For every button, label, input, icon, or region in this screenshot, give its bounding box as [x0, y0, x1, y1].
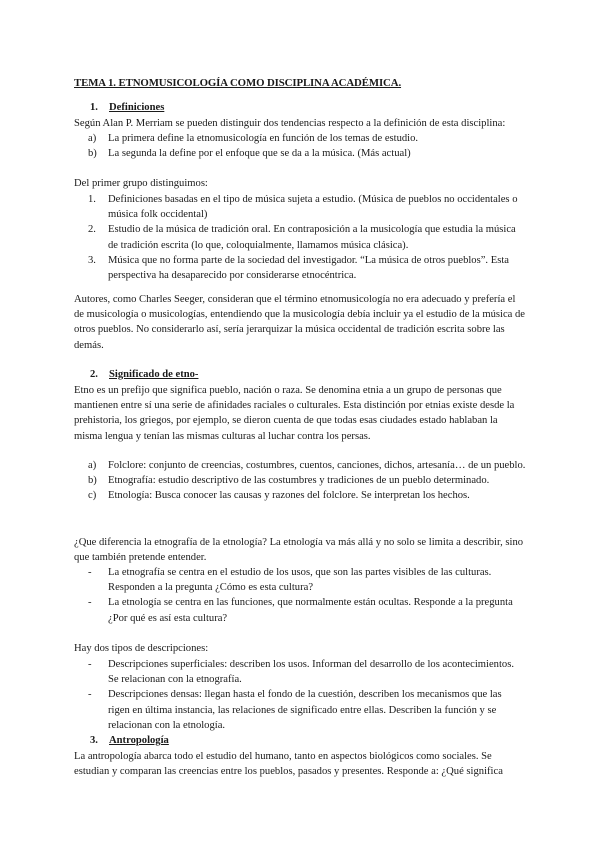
list-marker: -	[88, 659, 92, 670]
section-1-heading	[90, 100, 164, 115]
list-item	[74, 595, 526, 625]
list-item-text: Etnografía: estudio descriptivo de las costumbres y tradiciones de un pueblo determinado.	[108, 475, 490, 487]
list-marker: -	[88, 689, 92, 701]
list-item	[74, 488, 526, 503]
list-marker: -	[88, 567, 92, 578]
list-item-text: Etnología: Busca conocer las causas y razones del folclore. Se interpretan los hechos.	[108, 490, 470, 502]
list-marker: c)	[88, 490, 97, 502]
list-item	[74, 458, 526, 473]
list-item-text: Descripciones superficiales: describen los usos. Informan del desarrollo de los acontecimientos. Se relacionan con la etnografía.	[108, 659, 514, 686]
section-1-closing: Autores, como Charles Seeger, consideran que el término etnomusicología no era adecuado y prefería el de musicología o musicologías, entendiendo que la musicología debía incluir ya el estudio de la música de otros pueblos. No considerarlo así, sería jerarquizar la música occidental de tradición escrita sobre las demás.	[74, 294, 525, 351]
description-types-intro: Hay dos tipos de descripciones:	[74, 643, 209, 654]
section-3-heading	[90, 733, 169, 748]
list-item-text: La primera define la etnomusicología en función de los temas de estudio.	[108, 133, 419, 144]
ethnography-question: ¿Que diferencia la etnografía de la etnología? La etnología va más allá y no solo se limita a describir, sino que también pretende entender.	[74, 537, 524, 564]
section-2-list	[74, 458, 526, 504]
list-item	[74, 473, 526, 488]
difference-list	[74, 565, 526, 626]
list-marker: -	[88, 597, 92, 609]
list-item-text: La etnografía se centra en el estudio de los usos, que son las partes visibles de las culturas. Responden a la pregunta ¿Cómo es esta cultura?	[108, 567, 492, 594]
list-item-text: Descripciones densas: llegan hasta el fondo de la cuestión, describen los mecanismos que las rigen en última instancia, las relaciones de significado entre ellas. Describen la función y se relacionan con la etnología.	[108, 689, 502, 731]
list-item	[74, 222, 526, 252]
section-1-list	[74, 131, 526, 161]
list-item-text: La etnología se centra en las funciones, que normalmente están ocultas. Responde a la pregunta ¿Por qué es así esta cultura?	[108, 597, 513, 624]
section-1-intro: Según Alan P. Merriam se pueden distinguir dos tendencias respecto a la definición de esta disciplina:	[74, 118, 506, 129]
list-marker: b)	[88, 148, 97, 160]
list-item-text: Definiciones basadas en el tipo de música sujeta a estudio. (Música de pueblos no occidentales o música folk occidental)	[108, 194, 518, 221]
list-item	[74, 131, 526, 146]
list-item	[74, 146, 526, 161]
list-item-text: Estudio de la música de tradición oral. En contraposición a la musicología que estudia la música de tradición escrita (lo que, coloquialmente, llamamos música clásica).	[108, 224, 516, 251]
list-marker: 3.	[88, 254, 96, 266]
list-marker: b)	[88, 475, 97, 487]
list-marker: a)	[88, 133, 97, 144]
section-2-number: 2.	[90, 369, 98, 380]
list-item	[74, 657, 526, 687]
list-item-text: La segunda la define por el enfoque que se da a la música. (Más actual)	[108, 148, 411, 160]
section-1-number: 1.	[90, 102, 98, 113]
section-3-number: 3.	[90, 735, 98, 746]
list-item	[74, 253, 526, 283]
list-marker: a)	[88, 460, 97, 471]
list-item	[74, 687, 526, 733]
list-item	[74, 192, 526, 222]
section-2-title: Significado de etno-	[109, 369, 199, 380]
section-2-heading	[90, 367, 198, 382]
list-item-text: Música que no forma parte de la sociedad del investigador. “La música de otros pueblos”. Esta perspectiva ha desaparecido por considerarse etnocéntrica.	[108, 254, 509, 282]
section-3-title: Antropología	[109, 735, 169, 746]
group-list	[74, 192, 526, 283]
list-item-text: Folclore: conjunto de creencias, costumbres, cuentos, canciones, dichos, artesanía… de un pueblo.	[108, 460, 526, 471]
document-title: TEMA 1. ETNOMUSICOLOGÍA COMO DISCIPLINA ACADÉMICA.	[74, 77, 402, 89]
description-types-list	[74, 657, 526, 733]
list-marker: 1.	[88, 194, 96, 205]
section-2-intro: Etno es un prefijo que significa pueblo, nación o raza. Se denomina etnia a un grupo de personas que mantienen entre sí una serie de afinidades raciales o culturales. Esta distinción por etnias existe desde la prehistoria, los griegos, por ejemplo, se dieron cuenta de que todas esas ciudades estado hablaban la misma lengua y tenían las mismas culturas al luchar contra los persas.	[74, 385, 515, 442]
section-3-intro: La antropología abarca todo el estudio del humano, tanto en aspectos biológicos como sociales. Se estudian y comparan las creencias entre los pueblos, pasados y presentes. Responde a: ¿Qué significa	[74, 751, 503, 778]
list-item	[74, 565, 526, 595]
section-1-title: Definiciones	[109, 102, 165, 113]
group-intro: Del primer grupo distinguimos:	[74, 178, 208, 189]
list-marker: 2.	[88, 224, 96, 236]
